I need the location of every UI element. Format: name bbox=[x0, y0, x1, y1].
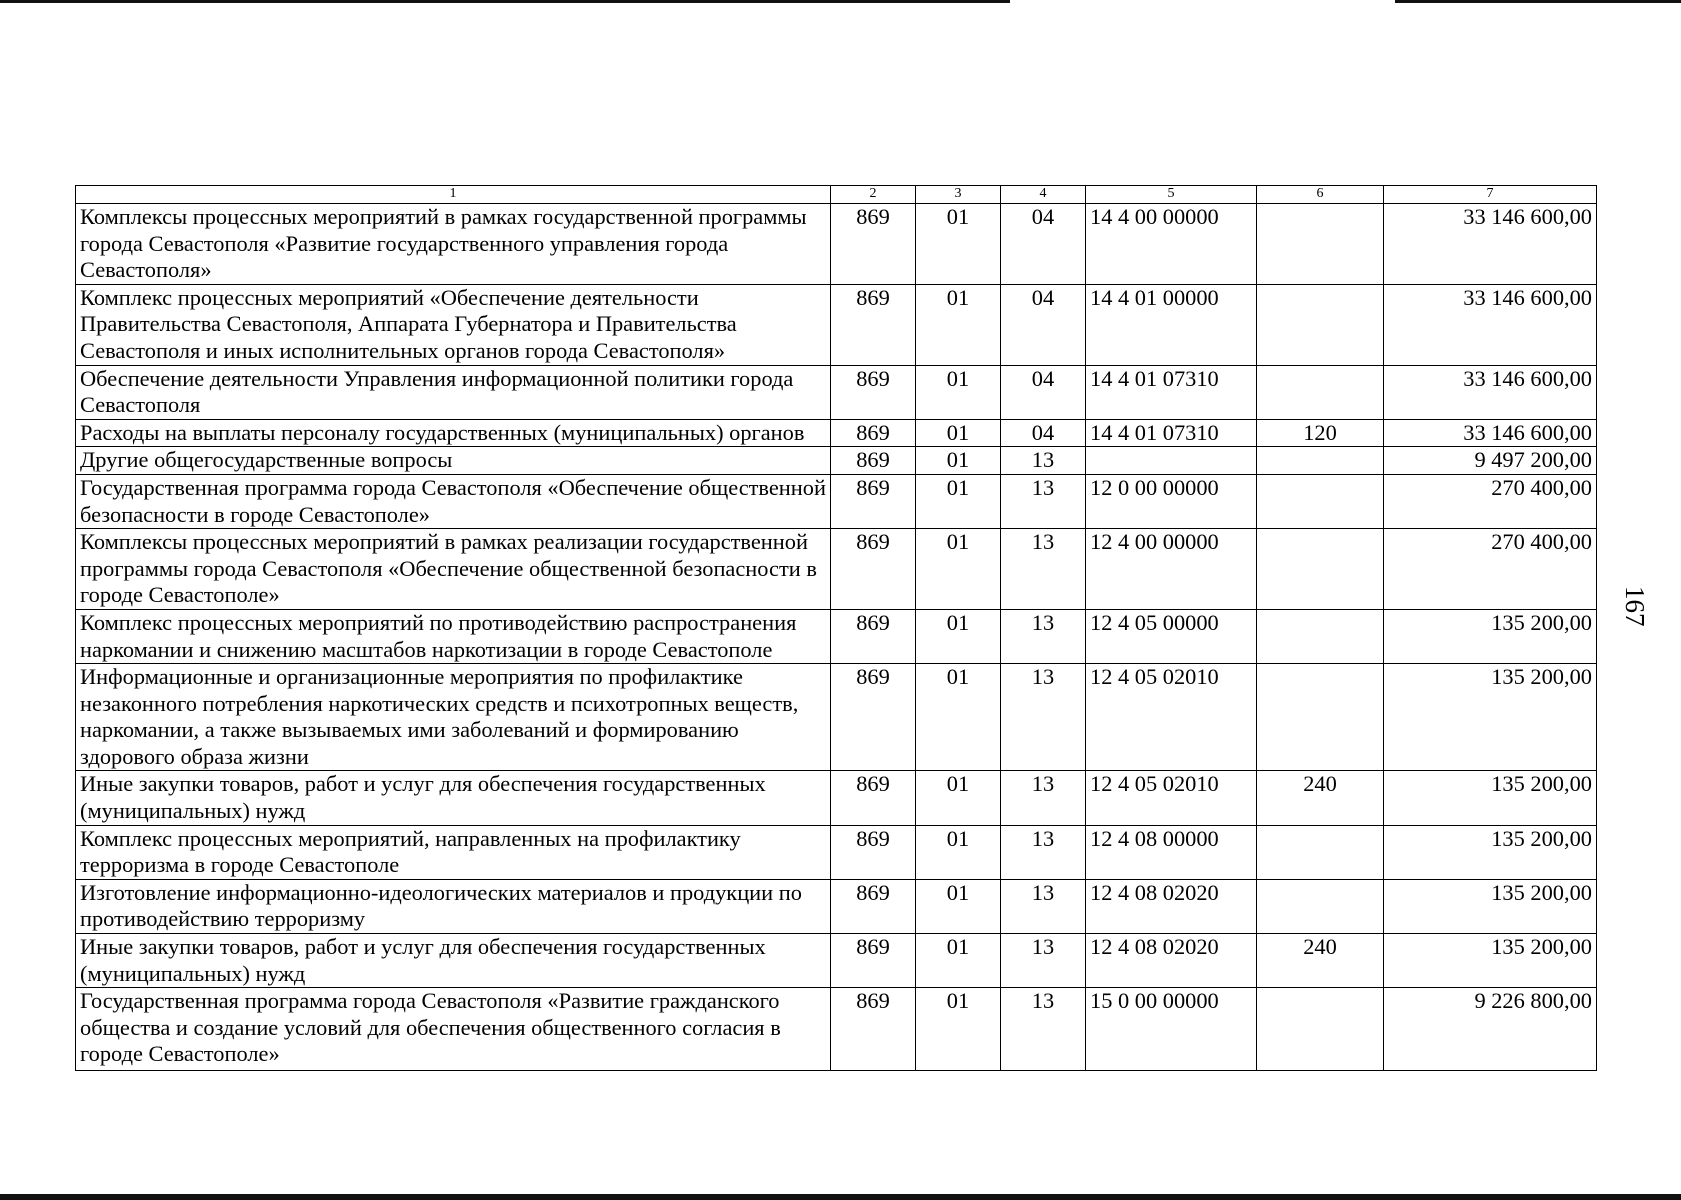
row-name-cell: Информационные и организационные мероприятия по профилактике незаконного потребления наркотических средств и психотропных веществ, наркомании, а также вызываемых ими заболеваний и формированию здорового образа жизни bbox=[76, 664, 831, 771]
subsection-cell: 04 bbox=[1001, 284, 1086, 365]
expense-type-cell bbox=[1257, 879, 1384, 933]
subsection-cell: 13 bbox=[1001, 529, 1086, 610]
table-row bbox=[76, 284, 1597, 365]
target-article-cell: 12 4 05 02010 bbox=[1086, 771, 1257, 825]
section-cell: 01 bbox=[916, 988, 1001, 1071]
subsection-cell: 13 bbox=[1001, 609, 1086, 663]
expense-type-cell bbox=[1257, 609, 1384, 663]
amount-cell: 135 200,00 bbox=[1384, 771, 1597, 825]
table-row bbox=[76, 419, 1597, 447]
header-cell-5: 5 bbox=[1086, 186, 1257, 204]
scan-edge-bottom bbox=[0, 1194, 1681, 1200]
row-name-cell: Государственная программа города Севастополя «Обеспечение общественной безопасности в городе Севастополе» bbox=[76, 474, 831, 528]
grbs-cell: 869 bbox=[831, 825, 916, 879]
amount-cell: 135 200,00 bbox=[1384, 825, 1597, 879]
target-article-cell: 14 4 01 07310 bbox=[1086, 365, 1257, 419]
section-cell: 01 bbox=[916, 419, 1001, 447]
section-cell: 01 bbox=[916, 284, 1001, 365]
amount-cell: 33 146 600,00 bbox=[1384, 284, 1597, 365]
amount-cell: 9 497 200,00 bbox=[1384, 447, 1597, 475]
amount-cell: 135 200,00 bbox=[1384, 934, 1597, 988]
table-row bbox=[76, 609, 1597, 663]
scan-edge-top bbox=[0, 0, 1010, 3]
expense-type-cell: 240 bbox=[1257, 771, 1384, 825]
row-name-cell: Обеспечение деятельности Управления информационной политики города Севастополя bbox=[76, 365, 831, 419]
grbs-cell: 869 bbox=[831, 284, 916, 365]
section-cell: 01 bbox=[916, 474, 1001, 528]
grbs-cell: 869 bbox=[831, 609, 916, 663]
budget-table bbox=[75, 185, 1597, 1071]
table-row bbox=[76, 204, 1597, 285]
scan-edge-top-right bbox=[1395, 0, 1681, 3]
header-cell-6: 6 bbox=[1257, 186, 1384, 204]
section-cell: 01 bbox=[916, 529, 1001, 610]
grbs-cell: 869 bbox=[831, 771, 916, 825]
subsection-cell: 13 bbox=[1001, 771, 1086, 825]
grbs-cell: 869 bbox=[831, 365, 916, 419]
table-row bbox=[76, 879, 1597, 933]
expense-type-cell bbox=[1257, 988, 1384, 1071]
subsection-cell: 13 bbox=[1001, 988, 1086, 1071]
amount-cell: 135 200,00 bbox=[1384, 879, 1597, 933]
target-article-cell: 12 4 08 02020 bbox=[1086, 934, 1257, 988]
expense-type-cell bbox=[1257, 664, 1384, 771]
subsection-cell: 13 bbox=[1001, 474, 1086, 528]
expense-type-cell: 120 bbox=[1257, 419, 1384, 447]
table-row bbox=[76, 664, 1597, 771]
grbs-cell: 869 bbox=[831, 934, 916, 988]
target-article-cell: 12 4 08 02020 bbox=[1086, 879, 1257, 933]
row-name-cell: Иные закупки товаров, работ и услуг для обеспечения государственных (муниципальных) нужд bbox=[76, 771, 831, 825]
amount-cell: 9 226 800,00 bbox=[1384, 988, 1597, 1071]
section-cell: 01 bbox=[916, 447, 1001, 475]
subsection-cell: 13 bbox=[1001, 934, 1086, 988]
target-article-cell: 12 4 05 02010 bbox=[1086, 664, 1257, 771]
section-cell: 01 bbox=[916, 664, 1001, 771]
expense-type-cell bbox=[1257, 365, 1384, 419]
amount-cell: 270 400,00 bbox=[1384, 474, 1597, 528]
target-article-cell: 14 4 00 00000 bbox=[1086, 204, 1257, 285]
subsection-cell: 13 bbox=[1001, 879, 1086, 933]
grbs-cell: 869 bbox=[831, 204, 916, 285]
table-row bbox=[76, 988, 1597, 1071]
table-row bbox=[76, 365, 1597, 419]
subsection-cell: 04 bbox=[1001, 419, 1086, 447]
grbs-cell: 869 bbox=[831, 879, 916, 933]
target-article-cell: 12 0 00 00000 bbox=[1086, 474, 1257, 528]
section-cell: 01 bbox=[916, 771, 1001, 825]
table-row bbox=[76, 825, 1597, 879]
target-article-cell: 12 4 05 00000 bbox=[1086, 609, 1257, 663]
section-cell: 01 bbox=[916, 879, 1001, 933]
target-article-cell: 15 0 00 00000 bbox=[1086, 988, 1257, 1071]
amount-cell: 33 146 600,00 bbox=[1384, 204, 1597, 285]
subsection-cell: 04 bbox=[1001, 204, 1086, 285]
target-article-cell: 12 4 00 00000 bbox=[1086, 529, 1257, 610]
row-name-cell: Расходы на выплаты персоналу государственных (муниципальных) органов bbox=[76, 419, 831, 447]
section-cell: 01 bbox=[916, 204, 1001, 285]
row-name-cell: Государственная программа города Севастополя «Развитие гражданского общества и создание условий для обеспечения общественного согласия в городе Севастополе» bbox=[76, 988, 831, 1071]
section-cell: 01 bbox=[916, 825, 1001, 879]
target-article-cell: 12 4 08 00000 bbox=[1086, 825, 1257, 879]
header-cell-1: 1 bbox=[76, 186, 831, 204]
grbs-cell: 869 bbox=[831, 447, 916, 475]
header-cell-3: 3 bbox=[916, 186, 1001, 204]
grbs-cell: 869 bbox=[831, 529, 916, 610]
row-name-cell: Изготовление информационно-идеологических материалов и продукции по противодействию терроризму bbox=[76, 879, 831, 933]
expense-type-cell bbox=[1257, 204, 1384, 285]
page-number: 167 bbox=[1620, 586, 1650, 627]
header-row bbox=[76, 186, 1597, 204]
table-row bbox=[76, 474, 1597, 528]
amount-cell: 33 146 600,00 bbox=[1384, 419, 1597, 447]
table-row bbox=[76, 529, 1597, 610]
header-cell-2: 2 bbox=[831, 186, 916, 204]
table-row bbox=[76, 447, 1597, 475]
amount-cell: 270 400,00 bbox=[1384, 529, 1597, 610]
grbs-cell: 869 bbox=[831, 988, 916, 1071]
section-cell: 01 bbox=[916, 365, 1001, 419]
target-article-cell: 14 4 01 07310 bbox=[1086, 419, 1257, 447]
amount-cell: 33 146 600,00 bbox=[1384, 365, 1597, 419]
section-cell: 01 bbox=[916, 934, 1001, 988]
expense-type-cell bbox=[1257, 447, 1384, 475]
expense-type-cell bbox=[1257, 825, 1384, 879]
header-cell-7: 7 bbox=[1384, 186, 1597, 204]
row-name-cell: Комплексы процессных мероприятий в рамках реализации государственной программы города Севастополя «Обеспечение общественной безопасности в городе Севастополе» bbox=[76, 529, 831, 610]
expense-type-cell: 240 bbox=[1257, 934, 1384, 988]
amount-cell: 135 200,00 bbox=[1384, 609, 1597, 663]
subsection-cell: 13 bbox=[1001, 447, 1086, 475]
row-name-cell: Комплекс процессных мероприятий по противодействию распространения наркомании и снижению масштабов наркотизации в городе Севастополе bbox=[76, 609, 831, 663]
expense-type-cell bbox=[1257, 284, 1384, 365]
row-name-cell: Комплекс процессных мероприятий «Обеспечение деятельности Правительства Севастополя, Аппарата Губернатора и Правительства Севастополя и иных исполнительных органов города Севастополя» bbox=[76, 284, 831, 365]
table-row bbox=[76, 934, 1597, 988]
header-cell-4: 4 bbox=[1001, 186, 1086, 204]
row-name-cell: Комплексы процессных мероприятий в рамках государственной программы города Севастополя «Развитие государственного управления города Севастополя» bbox=[76, 204, 831, 285]
grbs-cell: 869 bbox=[831, 474, 916, 528]
table-row bbox=[76, 771, 1597, 825]
amount-cell: 135 200,00 bbox=[1384, 664, 1597, 771]
subsection-cell: 13 bbox=[1001, 664, 1086, 771]
grbs-cell: 869 bbox=[831, 664, 916, 771]
expense-type-cell bbox=[1257, 474, 1384, 528]
expense-type-cell bbox=[1257, 529, 1384, 610]
row-name-cell: Иные закупки товаров, работ и услуг для обеспечения государственных (муниципальных) нужд bbox=[76, 934, 831, 988]
target-article-cell: 14 4 01 00000 bbox=[1086, 284, 1257, 365]
section-cell: 01 bbox=[916, 609, 1001, 663]
row-name-cell: Другие общегосударственные вопросы bbox=[76, 447, 831, 475]
row-name-cell: Комплекс процессных мероприятий, направленных на профилактику терроризма в городе Севастополе bbox=[76, 825, 831, 879]
subsection-cell: 04 bbox=[1001, 365, 1086, 419]
grbs-cell: 869 bbox=[831, 419, 916, 447]
subsection-cell: 13 bbox=[1001, 825, 1086, 879]
target-article-cell bbox=[1086, 447, 1257, 475]
